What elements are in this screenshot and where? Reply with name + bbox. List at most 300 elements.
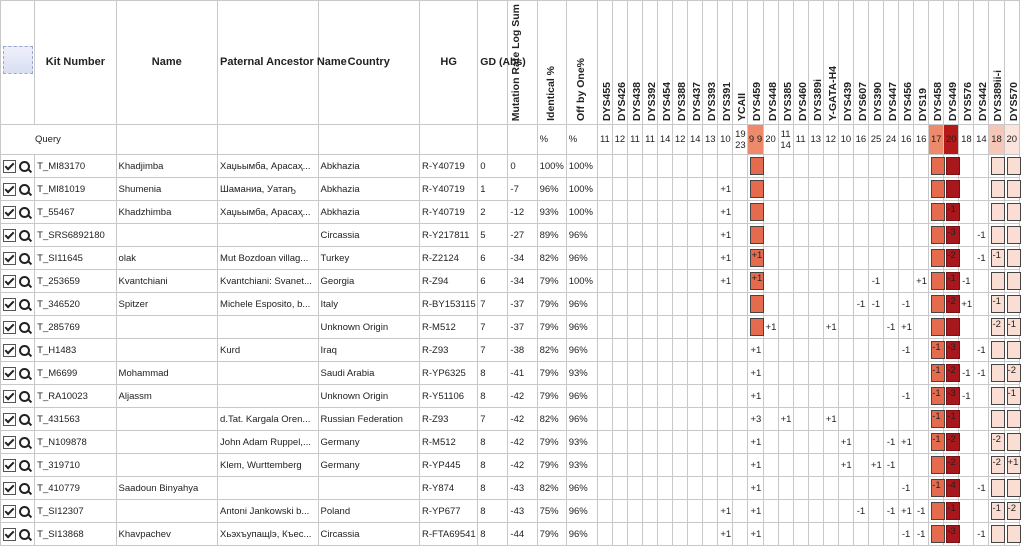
row-checkbox[interactable]	[3, 275, 16, 288]
query-marker-value: 14	[974, 125, 989, 155]
marker-diff-cell	[597, 408, 612, 431]
query-marker-value: 13	[703, 125, 718, 155]
col-marker[interactable]: YCAII	[733, 1, 748, 125]
marker-diff-cell: -1	[974, 339, 989, 362]
row-checkbox[interactable]	[3, 390, 16, 403]
table-row[interactable]	[1, 500, 1020, 523]
marker-diff-cell	[627, 178, 642, 201]
marker-diff-cell	[808, 270, 823, 293]
marker-diff-cell	[989, 477, 1004, 500]
marker-diff-cell	[733, 155, 748, 178]
marker-diff-cell	[733, 178, 748, 201]
col-marker[interactable]: DYS607	[853, 1, 868, 125]
country-cell: Poland	[318, 500, 419, 523]
marker-diff-cell: +1	[899, 431, 914, 454]
marker-diff-cell	[989, 408, 1004, 431]
marker-diff-cell	[658, 408, 673, 431]
hg-cell: R-YP677	[420, 500, 478, 523]
magnifier-icon[interactable]	[19, 299, 30, 310]
col-marker[interactable]: Y-GATA-H4	[823, 1, 838, 125]
col-marker[interactable]: DYS570	[1004, 1, 1019, 125]
marker-diff-cell: +1	[748, 500, 763, 523]
marker-diff-cell	[643, 224, 658, 247]
marker-diff-cell	[763, 155, 778, 178]
kit-number-cell[interactable]: T_SI12307	[35, 500, 116, 523]
log-sum-cell: -41	[508, 362, 537, 385]
log-sum-cell: -42	[508, 408, 537, 431]
magnifier-icon[interactable]	[19, 437, 30, 448]
query-marker-value: 12	[612, 125, 627, 155]
marker-diff-cell	[703, 270, 718, 293]
marker-diff-cell	[612, 201, 627, 224]
magnifier-icon[interactable]	[19, 506, 30, 517]
row-checkbox[interactable]	[3, 528, 16, 541]
marker-diff-cell	[914, 224, 929, 247]
col-marker[interactable]: DYS389i	[808, 1, 823, 125]
marker-diff-cell	[823, 247, 838, 270]
col-marker[interactable]: DYS388	[673, 1, 688, 125]
marker-diff-cell	[793, 431, 808, 454]
marker-diff-cell	[899, 224, 914, 247]
query-marker-value: 20	[1004, 125, 1019, 155]
row-checkbox[interactable]	[3, 505, 16, 518]
col-off-by-one[interactable]: Off by One%	[566, 1, 597, 125]
country-cell	[318, 477, 419, 500]
marker-diff-cell	[658, 247, 673, 270]
marker-diff-cell	[718, 477, 733, 500]
marker-diff-cell	[929, 454, 944, 477]
marker-diff-cell	[1004, 224, 1019, 247]
col-marker[interactable]: DYS460	[793, 1, 808, 125]
marker-highlight	[991, 272, 1005, 290]
marker-diff-cell	[868, 155, 883, 178]
hg-cell: R-YP6325	[420, 362, 478, 385]
marker-diff-cell	[688, 477, 703, 500]
off-by-one-cell: 96%	[566, 477, 597, 500]
table-row[interactable]	[1, 293, 1020, 316]
kit-number-cell[interactable]: T_410779	[35, 477, 116, 500]
marker-diff-cell	[627, 454, 642, 477]
marker-diff-cell	[944, 316, 959, 339]
marker-diff-cell	[1004, 408, 1019, 431]
marker-diff-cell	[884, 362, 899, 385]
marker-diff-cell: +1	[718, 270, 733, 293]
marker-diff-cell	[853, 178, 868, 201]
row-checkbox[interactable]	[3, 229, 16, 242]
col-paternal-ancestor[interactable]: Paternal Ancestor Name	[218, 1, 318, 125]
log-sum-cell: -42	[508, 431, 537, 454]
col-marker[interactable]: DYS448	[763, 1, 778, 125]
marker-diff-cell: +1	[778, 408, 793, 431]
col-marker[interactable]: DYS455	[597, 1, 612, 125]
marker-diff-cell	[612, 339, 627, 362]
marker-highlight: +1	[750, 272, 764, 290]
marker-diff-cell	[868, 224, 883, 247]
marker-diff-cell: -1	[899, 523, 914, 546]
marker-diff-cell	[884, 408, 899, 431]
marker-highlight	[931, 180, 945, 198]
table-row[interactable]	[1, 270, 1020, 293]
marker-diff-cell	[643, 500, 658, 523]
col-hg[interactable]: HG	[420, 1, 478, 125]
identical-cell: 79%	[537, 385, 566, 408]
marker-diff-cell	[763, 247, 778, 270]
marker-highlight: -1	[931, 387, 945, 405]
marker-diff-cell	[688, 500, 703, 523]
marker-diff-cell	[703, 247, 718, 270]
marker-diff-cell	[733, 362, 748, 385]
marker-diff-cell	[597, 431, 612, 454]
row-checkbox[interactable]	[3, 367, 16, 380]
marker-diff-cell	[763, 454, 778, 477]
row-checkbox[interactable]	[3, 183, 16, 196]
marker-diff-cell: +1	[914, 270, 929, 293]
marker-diff-cell: +1	[763, 316, 778, 339]
col-marker[interactable]: DYS576	[959, 1, 974, 125]
marker-diff-cell	[853, 224, 868, 247]
marker-diff-cell	[643, 178, 658, 201]
kit-number-cell[interactable]: T_SRS6892180	[35, 224, 116, 247]
magnifier-icon[interactable]	[19, 368, 30, 379]
marker-diff-cell	[733, 477, 748, 500]
marker-diff-cell: -1	[914, 500, 929, 523]
results-body	[1, 155, 1020, 546]
country-cell: Abkhazia	[318, 201, 419, 224]
marker-diff-cell	[808, 385, 823, 408]
magnifier-icon[interactable]	[19, 529, 30, 540]
marker-diff-cell	[688, 454, 703, 477]
marker-diff-cell	[718, 293, 733, 316]
marker-diff-cell: -1	[884, 316, 899, 339]
table-row[interactable]	[1, 316, 1020, 339]
marker-diff-cell	[808, 224, 823, 247]
kit-number-cell[interactable]: T_431563	[35, 408, 116, 431]
marker-diff-cell	[643, 247, 658, 270]
col-marker[interactable]: DYS19	[914, 1, 929, 125]
col-marker[interactable]: DYS438	[627, 1, 642, 125]
off-by-one-cell: 96%	[566, 247, 597, 270]
country-cell: Abkhazia	[318, 178, 419, 201]
off-by-one-cell: 100%	[566, 201, 597, 224]
query-marker-value: 16	[853, 125, 868, 155]
identical-cell: 79%	[537, 293, 566, 316]
marker-diff-cell	[733, 431, 748, 454]
log-sum-cell: -27	[508, 224, 537, 247]
marker-diff-cell	[808, 408, 823, 431]
marker-diff-cell	[733, 293, 748, 316]
row-checkbox[interactable]	[3, 252, 16, 265]
magnifier-icon[interactable]	[19, 207, 30, 218]
marker-diff-cell	[703, 477, 718, 500]
identical-cell: 75%	[537, 500, 566, 523]
marker-diff-cell	[778, 155, 793, 178]
row-actions	[1, 316, 35, 339]
marker-diff-cell	[733, 339, 748, 362]
col-marker[interactable]: DYS458	[929, 1, 944, 125]
col-gd[interactable]: GD (Abs)	[478, 1, 508, 125]
marker-diff-cell	[974, 385, 989, 408]
marker-diff-cell	[658, 431, 673, 454]
marker-diff-cell	[612, 408, 627, 431]
marker-highlight	[991, 410, 1005, 428]
row-actions	[1, 293, 35, 316]
marker-diff-cell	[612, 247, 627, 270]
col-marker[interactable]: DYS385	[778, 1, 793, 125]
marker-diff-cell	[823, 155, 838, 178]
table-row[interactable]	[1, 408, 1020, 431]
row-actions	[1, 500, 35, 523]
marker-diff-cell	[643, 477, 658, 500]
marker-diff-cell	[673, 385, 688, 408]
query-marker-value: 16	[914, 125, 929, 155]
gd-cell: 0	[478, 155, 508, 178]
table-row[interactable]	[1, 224, 1020, 247]
row-checkbox[interactable]	[3, 413, 16, 426]
magnifier-icon[interactable]	[19, 322, 30, 333]
marker-highlight: -1	[991, 295, 1005, 313]
row-checkbox[interactable]	[3, 482, 16, 495]
gd-cell: 8	[478, 431, 508, 454]
col-marker[interactable]: DYS393	[703, 1, 718, 125]
marker-diff-cell	[944, 178, 959, 201]
col-marker[interactable]: DYS389ii-i	[989, 1, 1004, 125]
hg-cell: R-M512	[420, 316, 478, 339]
kit-number-cell[interactable]: T_253659	[35, 270, 116, 293]
hg-cell: R-M512	[420, 431, 478, 454]
marker-highlight: -2	[1007, 502, 1021, 520]
marker-diff-cell	[793, 293, 808, 316]
marker-diff-cell	[929, 224, 944, 247]
table-row[interactable]	[1, 454, 1020, 477]
country-cell: Unknown Origin	[318, 385, 419, 408]
marker-diff-cell	[944, 523, 959, 546]
log-sum-cell: -12	[508, 201, 537, 224]
marker-diff-cell	[823, 477, 838, 500]
marker-diff-cell	[944, 385, 959, 408]
kit-number-cell[interactable]: T_RA10023	[35, 385, 116, 408]
marker-highlight: -2	[946, 433, 960, 451]
kit-number-cell[interactable]: T_M6699	[35, 362, 116, 385]
marker-diff-cell	[838, 270, 853, 293]
marker-diff-cell	[944, 201, 959, 224]
name-cell	[116, 408, 217, 431]
marker-diff-cell	[793, 155, 808, 178]
marker-diff-cell	[808, 178, 823, 201]
identical-cell: 82%	[537, 247, 566, 270]
marker-diff-cell: -1	[959, 385, 974, 408]
off-by-one-cell: 93%	[566, 454, 597, 477]
identical-cell: 79%	[537, 362, 566, 385]
magnifier-icon[interactable]	[19, 230, 30, 241]
log-sum-cell: -7	[508, 178, 537, 201]
row-checkbox[interactable]	[3, 160, 16, 173]
col-marker[interactable]: DYS449	[944, 1, 959, 125]
magnifier-icon[interactable]	[19, 345, 30, 356]
identical-cell: 82%	[537, 339, 566, 362]
marker-highlight	[931, 157, 945, 175]
marker-highlight: -1	[931, 433, 945, 451]
marker-diff-cell	[658, 500, 673, 523]
marker-diff-cell	[838, 178, 853, 201]
magnifier-icon[interactable]	[19, 414, 30, 425]
marker-highlight: -3	[946, 341, 960, 359]
marker-diff-cell	[612, 316, 627, 339]
col-marker[interactable]: DYS439	[838, 1, 853, 125]
log-sum-cell: -38	[508, 339, 537, 362]
marker-diff-cell: -1	[884, 431, 899, 454]
table-row[interactable]	[1, 155, 1020, 178]
col-kit-number[interactable]: Kit Number	[35, 1, 116, 125]
marker-highlight	[750, 157, 764, 175]
table-row[interactable]	[1, 523, 1020, 546]
marker-diff-cell	[703, 385, 718, 408]
marker-diff-cell	[673, 431, 688, 454]
marker-diff-cell	[823, 339, 838, 362]
col-marker[interactable]: DYS437	[688, 1, 703, 125]
marker-diff-cell	[929, 247, 944, 270]
marker-diff-cell	[944, 293, 959, 316]
query-marker-value: 24	[884, 125, 899, 155]
table-row[interactable]	[1, 247, 1020, 270]
table-row[interactable]	[1, 339, 1020, 362]
magnifier-icon[interactable]	[19, 483, 30, 494]
marker-diff-cell: +1	[748, 362, 763, 385]
country-cell: Georgia	[318, 270, 419, 293]
marker-diff-cell: +1	[748, 477, 763, 500]
table-row[interactable]	[1, 385, 1020, 408]
marker-diff-cell	[838, 477, 853, 500]
col-marker[interactable]: DYS459	[748, 1, 763, 125]
col-mutation-rate[interactable]: Mutation Rate Log Sum	[508, 1, 537, 125]
table-row[interactable]	[1, 201, 1020, 224]
marker-diff-cell: -1	[868, 270, 883, 293]
marker-diff-cell	[838, 293, 853, 316]
table-row[interactable]	[1, 477, 1020, 500]
col-country[interactable]: Country	[318, 1, 419, 125]
marker-highlight	[1007, 272, 1021, 290]
marker-diff-cell	[929, 523, 944, 546]
kit-number-cell[interactable]: T_MI81019	[35, 178, 116, 201]
marker-highlight	[931, 502, 945, 520]
marker-diff-cell	[808, 247, 823, 270]
table-row[interactable]	[1, 431, 1020, 454]
marker-diff-cell	[989, 293, 1004, 316]
marker-diff-cell: +3	[748, 408, 763, 431]
marker-diff-cell	[627, 339, 642, 362]
col-identical[interactable]: Identical %	[537, 1, 566, 125]
kit-number-cell[interactable]: T_55467	[35, 201, 116, 224]
magnifier-icon[interactable]	[19, 391, 30, 402]
kit-number-cell[interactable]: T_346520	[35, 293, 116, 316]
marker-diff-cell	[793, 477, 808, 500]
magnifier-icon[interactable]	[19, 161, 30, 172]
ancestor-cell: Хаџьымба, Арасаҳ...	[218, 155, 318, 178]
log-sum-cell: -42	[508, 385, 537, 408]
identical-cell: 79%	[537, 454, 566, 477]
row-checkbox[interactable]	[3, 436, 16, 449]
marker-diff-cell	[884, 385, 899, 408]
table-row[interactable]	[1, 362, 1020, 385]
table-row[interactable]	[1, 178, 1020, 201]
marker-highlight: -1	[931, 479, 945, 497]
marker-diff-cell	[673, 454, 688, 477]
marker-diff-cell	[748, 316, 763, 339]
marker-diff-cell	[823, 293, 838, 316]
marker-diff-cell	[748, 201, 763, 224]
marker-highlight	[931, 456, 945, 474]
marker-diff-cell	[1004, 385, 1019, 408]
col-marker[interactable]: DYS456	[899, 1, 914, 125]
magnifier-icon[interactable]	[19, 276, 30, 287]
magnifier-icon[interactable]	[19, 253, 30, 264]
marker-diff-cell	[688, 155, 703, 178]
marker-diff-cell	[793, 224, 808, 247]
col-marker[interactable]: DYS390	[868, 1, 883, 125]
col-marker[interactable]: DYS392	[643, 1, 658, 125]
marker-highlight	[750, 203, 764, 221]
marker-highlight	[1007, 341, 1021, 359]
col-name[interactable]: Name	[116, 1, 217, 125]
kit-number-cell[interactable]: T_H1483	[35, 339, 116, 362]
col-marker[interactable]: DYS426	[612, 1, 627, 125]
kit-number-cell[interactable]: T_N109878	[35, 431, 116, 454]
marker-highlight: +1	[1007, 456, 1021, 474]
hg-cell: R-Y51106	[420, 385, 478, 408]
col-marker[interactable]: DYS447	[884, 1, 899, 125]
col-marker[interactable]: DYS391	[718, 1, 733, 125]
kit-number-cell[interactable]: T_SI11645	[35, 247, 116, 270]
row-checkbox[interactable]	[3, 298, 16, 311]
log-sum-cell: -44	[508, 523, 537, 546]
row-actions	[1, 339, 35, 362]
country-cell: Russian Federation	[318, 408, 419, 431]
marker-highlight	[991, 180, 1005, 198]
marker-diff-cell	[914, 201, 929, 224]
country-cell: Circassia	[318, 523, 419, 546]
marker-highlight	[1007, 249, 1021, 267]
logo-icon	[3, 46, 33, 74]
marker-diff-cell	[673, 362, 688, 385]
kit-number-cell[interactable]: T_319710	[35, 454, 116, 477]
magnifier-icon[interactable]	[19, 460, 30, 471]
marker-diff-cell	[868, 362, 883, 385]
ancestor-cell: Хаџьымба, Арасаҳ...	[218, 201, 318, 224]
row-checkbox[interactable]	[3, 459, 16, 472]
row-checkbox[interactable]	[3, 206, 16, 219]
kit-number-cell[interactable]: T_MI83170	[35, 155, 116, 178]
row-checkbox[interactable]	[3, 344, 16, 357]
marker-diff-cell	[1004, 339, 1019, 362]
kit-number-cell[interactable]: T_285769	[35, 316, 116, 339]
marker-diff-cell	[643, 155, 658, 178]
name-cell: Aljassm	[116, 385, 217, 408]
col-marker[interactable]: DYS442	[974, 1, 989, 125]
marker-diff-cell: -1	[914, 523, 929, 546]
marker-diff-cell	[914, 362, 929, 385]
marker-highlight: -1	[991, 249, 1005, 267]
marker-diff-cell	[673, 155, 688, 178]
kit-number-cell[interactable]: T_SI13868	[35, 523, 116, 546]
row-checkbox[interactable]	[3, 321, 16, 334]
magnifier-icon[interactable]	[19, 184, 30, 195]
col-marker[interactable]: DYS454	[658, 1, 673, 125]
off-by-one-cell: 96%	[566, 224, 597, 247]
marker-highlight: -3	[946, 525, 960, 543]
marker-diff-cell	[944, 155, 959, 178]
marker-diff-cell	[959, 454, 974, 477]
marker-diff-cell	[793, 454, 808, 477]
marker-diff-cell	[929, 385, 944, 408]
